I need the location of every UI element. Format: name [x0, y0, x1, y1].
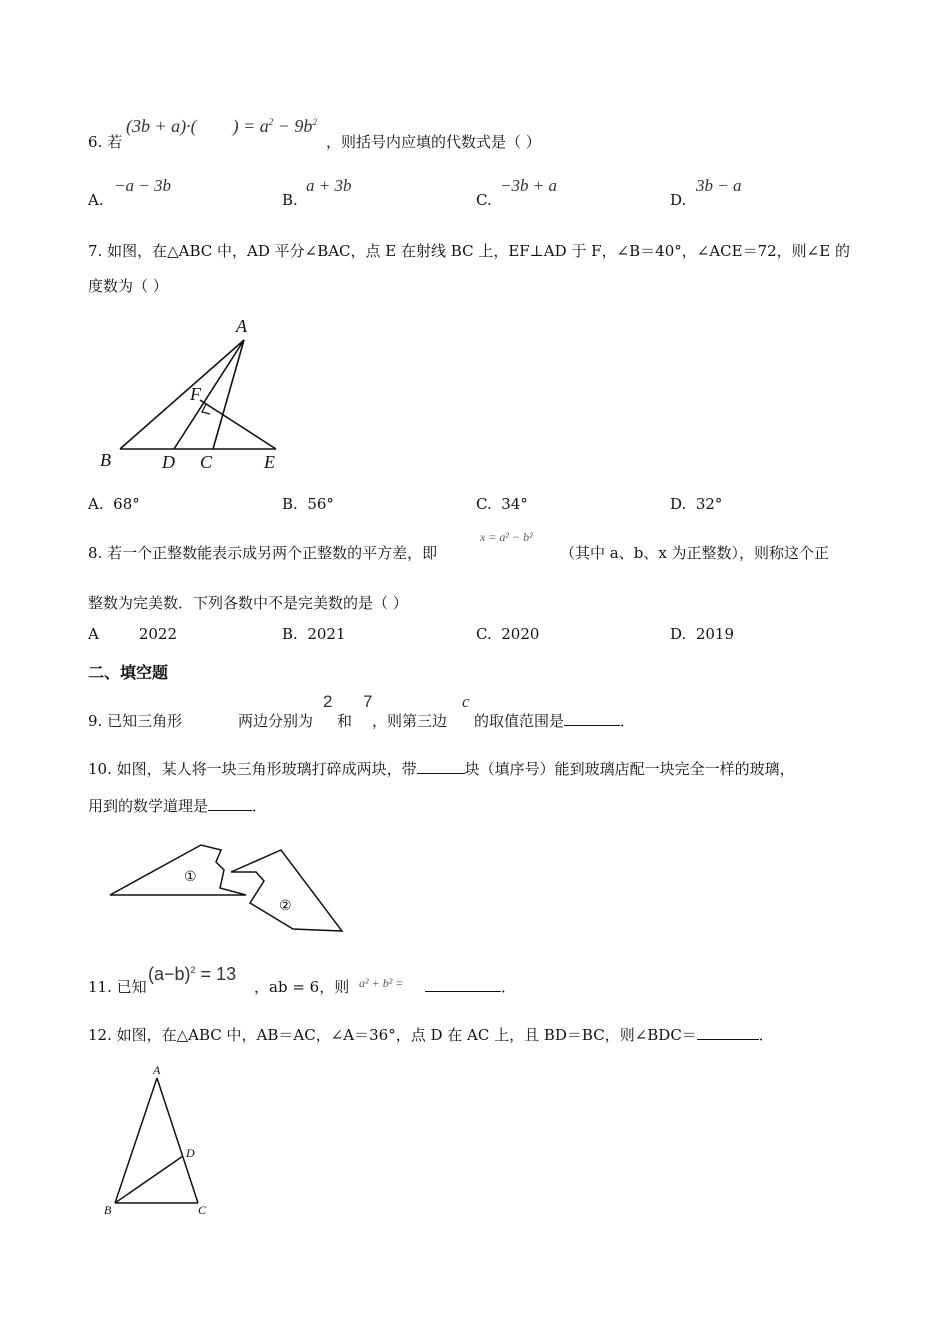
q12-answer-blank[interactable] [697, 1025, 759, 1040]
q9-side-1: 2 [323, 692, 333, 711]
q10-piece-2 [231, 850, 342, 931]
q8-stem-line2: 整数为完美数．下列各数中不是完美数的是（ ） [88, 594, 408, 612]
q10-piece-1 [110, 845, 246, 895]
q8-stem-pre: 8. 若一个正整数能表示成另两个正整数的平方差，即 [88, 544, 438, 562]
q7-label-a: A [236, 316, 247, 336]
q12-label-c: C [198, 1203, 207, 1217]
q6-expression: (3b + a)·( ) = $a^2 - 9b^2$ [126, 116, 317, 136]
q11-expression-2: a² + b² = [359, 976, 404, 990]
q9-answer-blank[interactable] [564, 711, 620, 726]
q11-answer: ． [425, 976, 516, 997]
q6-option-a-label: A. [88, 191, 104, 209]
q12-line-ab [115, 1078, 157, 1203]
q7-label-b: B [100, 450, 111, 470]
q6-option-a-value: −a − 3b [114, 176, 171, 195]
q12-label-d: D [186, 1146, 195, 1160]
q11-stem-pre: 11. 已知 [88, 978, 147, 996]
q9-stem-pre: 9. 已知三角形 [88, 712, 183, 730]
q10-label-piece-2: ② [279, 899, 292, 914]
q6-option-d-label: D. [670, 191, 687, 209]
q6-option-c-label: C. [476, 191, 492, 209]
q12-triangle-figure [100, 1064, 220, 1224]
q7-label-e: E [264, 452, 275, 472]
q7-line-ef [200, 400, 276, 449]
q11-stem-mid: ，ab = 6，则 [254, 978, 350, 996]
q6-option-d-value: 3b − a [696, 176, 742, 195]
q9-side-2: 7 [363, 692, 373, 711]
q11-answer-blank[interactable] [425, 977, 501, 992]
q7-triangle-figure [100, 318, 300, 473]
q9-var-c: c [462, 692, 470, 711]
q8-option-d: D. 2019 [670, 625, 734, 643]
q7-line-ad [174, 340, 244, 449]
q8-option-b: B. 2021 [282, 625, 346, 643]
q7-option-c: C. 34° [476, 495, 528, 513]
q7-option-a: A. 68° [88, 495, 140, 513]
q6-option-b-value: a + 3b [306, 176, 352, 195]
q9-third-side: ，则第三边 [372, 712, 448, 730]
q8-option-a: A 2022 [88, 625, 178, 643]
q7-stem-line1: 7. 如图，在△ABC 中，AD 平分∠BAC，点 E 在射线 BC 上，EF⊥AD 于 F，∠B＝40°，∠ACE＝72，则∠E 的 [88, 242, 850, 260]
q6-stem: 6. 若 [88, 133, 123, 151]
q6-option-b-label: B. [282, 191, 298, 209]
q8-formula: x = a² − b² [480, 530, 533, 544]
q7-label-c: C [200, 452, 213, 472]
q7-option-b: B. 56° [282, 495, 334, 513]
q8-stem-post: （其中 a、b、x 为正整数），则称这个正 [560, 544, 830, 562]
q12-stem: 12. 如图，在△ABC 中，AB＝AC，∠A＝36°，点 D 在 AC 上，且 BD＝BC，则∠BDC＝ ． [88, 1026, 774, 1044]
q9-stem-post: 的取值范围是 ． [474, 712, 636, 730]
q8-option-c: C. 2020 [476, 625, 540, 643]
q7-line-ac [213, 340, 244, 449]
q9-and: 和 [337, 712, 353, 730]
q10-broken-glass-figure [104, 838, 349, 938]
q10-answer-blank-1[interactable] [417, 759, 465, 774]
q11-expression: $(a-b)^2 = 13$ [148, 964, 237, 984]
q12-line-ac [157, 1078, 198, 1203]
q6-option-c-value: −3b + a [500, 176, 557, 195]
q12-label-b: B [104, 1203, 112, 1217]
q9-stem-mid: 两边分别为 [238, 712, 314, 730]
q6-question-tail: ，则括号内应填的代数式是（ ） [326, 133, 541, 151]
section-fill-in-title: 二、填空题 [88, 663, 169, 682]
q7-label-d: D [162, 452, 175, 472]
q10-answer-blank-2[interactable] [208, 796, 252, 811]
q10-stem-line2: 用到的数学道理是 ． [88, 797, 268, 815]
q10-stem-line1: 10. 如图，某人将一块三角形玻璃打碎成两块，带 块（填序号）能到玻璃店配一块完全一样的玻璃， [88, 760, 795, 778]
q12-label-a: A [153, 1063, 161, 1077]
q10-label-piece-1: ① [184, 870, 197, 885]
q12-line-bd [115, 1156, 183, 1203]
q7-option-d: D. 32° [670, 495, 723, 513]
q7-label-f: F [190, 384, 201, 404]
q7-line-ab [120, 340, 244, 449]
q7-stem-line2: 度数为（ ） [88, 277, 168, 295]
